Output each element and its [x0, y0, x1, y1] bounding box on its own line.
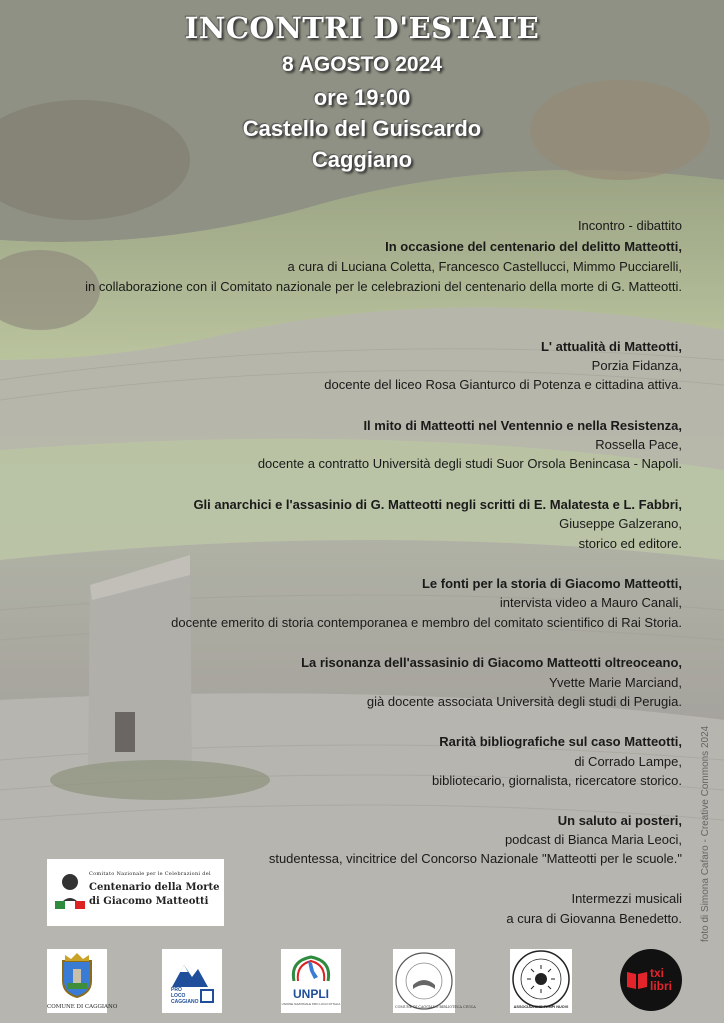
proloco-label-1: PRO — [171, 987, 182, 993]
book-icon — [626, 969, 648, 991]
txi-label: txi — [650, 966, 665, 980]
associazione-label: ASSOCIAZIONE TEMPI NUOVI — [513, 1005, 569, 1009]
talk-title: Rarità bibliografiche sul caso Matteotti, — [439, 734, 682, 749]
talk-role: bibliotecario, giornalista, ricercatore storico. — [432, 773, 682, 788]
talk-role: docente a contratto Università degli studi Suor Orsola Benincasa - Napoli. — [257, 456, 682, 471]
talk-title: L' attualità di Matteotti, — [540, 339, 682, 354]
sun-seal-icon — [510, 949, 572, 1013]
event-date: 8 AGOSTO 2024 — [282, 53, 442, 76]
talk-speaker: Rossella Pace, — [595, 437, 682, 452]
txi-libri-logo — [620, 949, 682, 1011]
mountain-icon — [170, 959, 210, 989]
talk-speaker: Yvette Marie Marciand, — [549, 675, 682, 690]
intro-curators: a cura di Luciana Coletta, Francesco Castellucci, Mimmo Pucciarelli, — [287, 259, 682, 274]
talk-title: Le fonti per la storia di Giacomo Matteotti, — [421, 576, 682, 591]
committee-logo — [47, 859, 224, 926]
libri-label: libri — [650, 979, 673, 993]
event-time: ore 19:00 — [313, 85, 411, 110]
intro-collaboration: in collaborazione con il Comitato nazionale per le celebrazioni del centenario della morte di G. Matteotti. — [85, 279, 682, 294]
proloco-logo — [162, 949, 222, 1013]
talk-title: Gli anarchici e l'assasinio di G. Matteotti negli scritti di E. Malatesta e L. Fabbri, — [193, 497, 682, 512]
proloco-square-icon — [200, 989, 214, 1003]
event-title: INCONTRI D'ESTATE — [184, 11, 540, 45]
talk-role: storico ed editore. — [578, 536, 682, 551]
associazione-logo — [510, 949, 572, 1013]
intro-kind: Incontro - dibattito — [577, 218, 682, 233]
committee-line-1: Centenario della Morte — [89, 882, 220, 893]
library-seal-icon — [393, 949, 476, 1013]
event-place: Castello del Guiscardo — [242, 116, 482, 141]
event-town: Caggiano — [311, 147, 413, 172]
proloco-label-3: CAGGIANO — [171, 999, 199, 1005]
music-line-2: a cura di Giovanna Benedetto. — [506, 911, 682, 926]
unpli-logo — [281, 949, 341, 1013]
photo-credit — [700, 712, 716, 942]
talk-title: Un saluto ai posteri, — [557, 813, 682, 828]
italy-map-icon — [286, 951, 336, 987]
coat-of-arms-icon — [57, 951, 97, 999]
unpli-sublabel: UNIONE NAZIONALE PRO LOCO D'ITALIA — [281, 1002, 341, 1006]
intro-title: In occasione del centenario del delitto Matteotti, — [385, 239, 682, 254]
music-line-1: Intermezzi musicali — [571, 891, 682, 906]
comune-label: COMUNE DI CAGGIANO — [47, 1004, 118, 1010]
photo-credit-text: foto di Simona Cafaro - Creative Commons 2024 — [700, 725, 711, 942]
talk-role: studentessa, vincitrice del Concorso Nazionale "Matteotti per le scuole." — [268, 851, 682, 866]
talk-title: La risonanza dell'assasinio di Giacomo Matteotti oltreoceano, — [301, 655, 682, 670]
talk-speaker: podcast di Bianca Maria Leoci, — [504, 832, 682, 847]
talk-role: docente emerito di storia contemporanea e membro del comitato scientifico di Rai Storia. — [171, 615, 682, 630]
talk-speaker: Porzia Fidanza, — [591, 358, 682, 373]
matteotti-portrait-icon — [55, 871, 85, 909]
committee-small: Comitato Nazionale per le Celebrazioni del — [89, 871, 211, 877]
unpli-label: UNPLI — [293, 987, 329, 1001]
talk-speaker: intervista video a Mauro Canali, — [499, 595, 682, 610]
talk-speaker: di Corrado Lampe, — [574, 754, 682, 769]
committee-line-2: di Giacomo Matteotti — [89, 896, 209, 907]
talk-title: Il mito di Matteotti nel Ventennio e nella Resistenza, — [363, 418, 682, 433]
biblioteca-label: COMUNE DI CAGGIANO BIBLIOTECA CIVICA — [395, 1005, 476, 1009]
talk-role: già docente associata Università degli studi di Perugia. — [366, 694, 682, 709]
talk-role: docente del liceo Rosa Gianturco di Potenza e cittadina attiva. — [324, 377, 682, 392]
comune-logo — [47, 949, 118, 1013]
biblioteca-logo — [393, 949, 476, 1013]
talk-speaker: Giuseppe Galzerano, — [559, 516, 682, 531]
proloco-label-2: LOCO — [171, 993, 186, 999]
